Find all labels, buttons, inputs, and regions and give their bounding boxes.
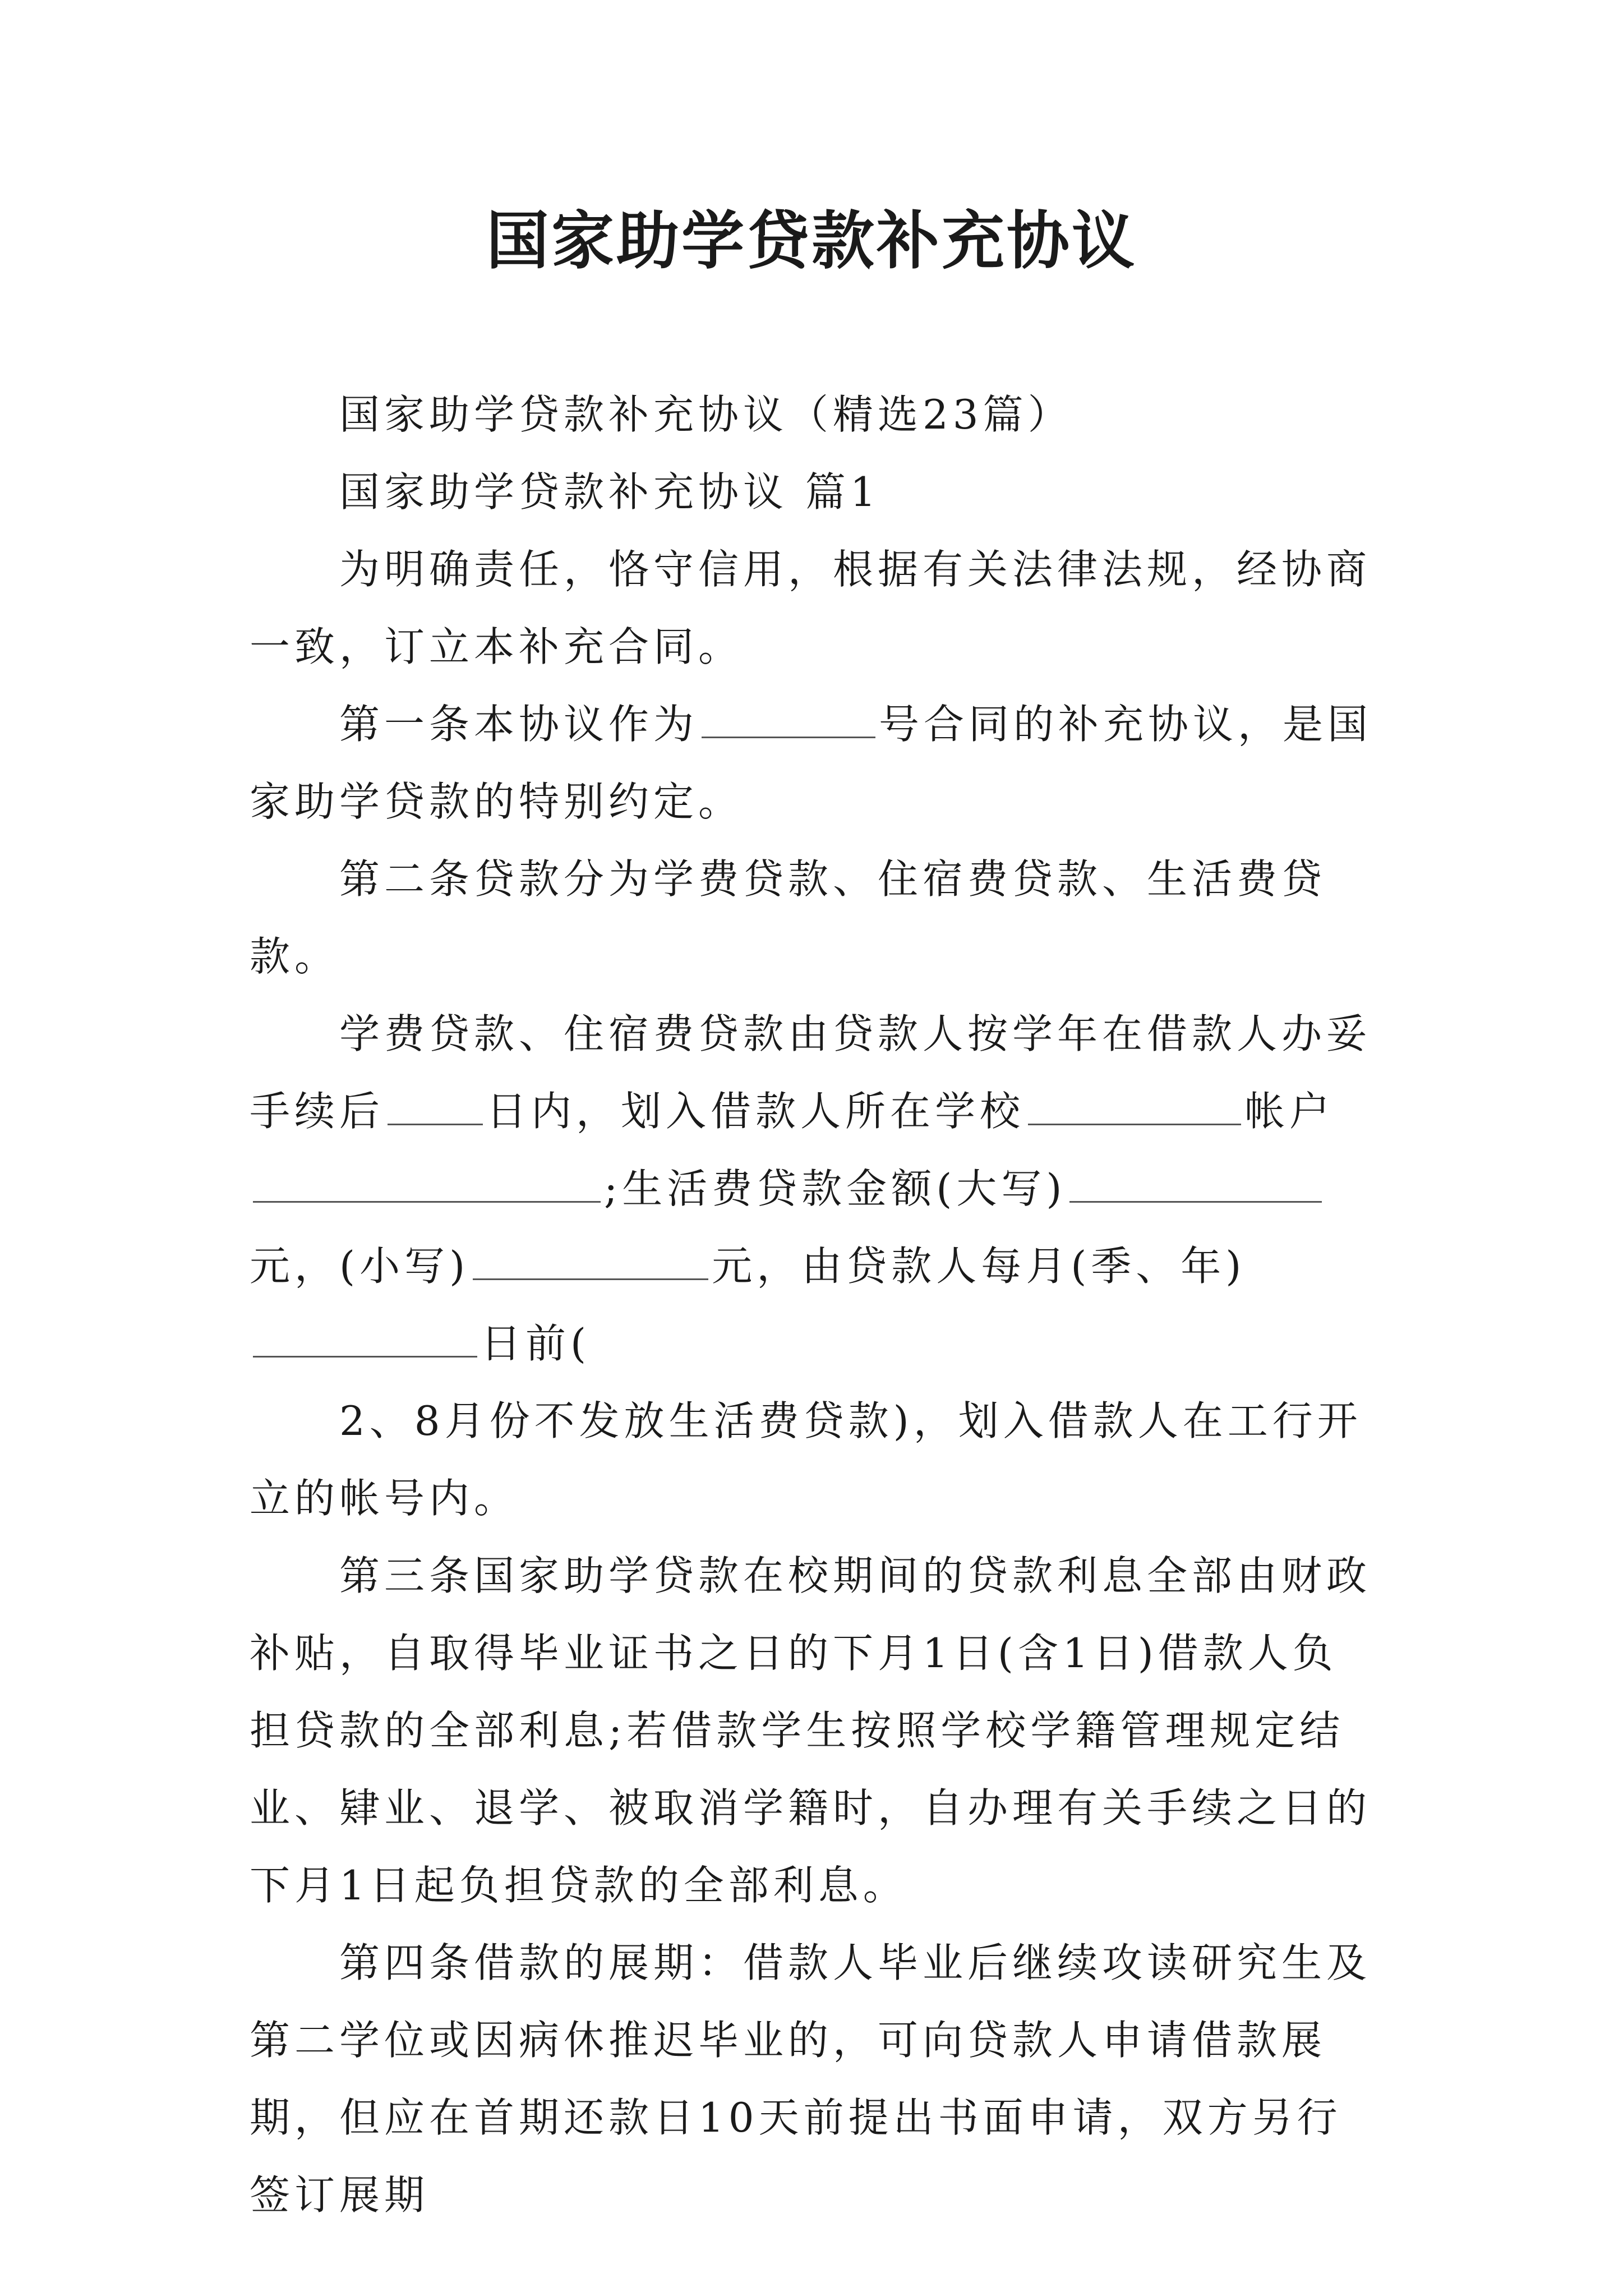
- loan-terms-text-a: 学费贷款、住宿费贷款由贷款人按学年在借款人办妥手续后: [250, 1010, 1372, 1135]
- paragraph-loan-terms: [250, 995, 1377, 1382]
- paragraph-article-2: 第二条贷款分为学费贷款、住宿费贷款、生活费贷款。: [250, 855, 1327, 980]
- loan-terms-text-c: 帐户: [1244, 1088, 1335, 1135]
- section-heading: 国家助学贷款补充协议 篇1: [339, 468, 880, 516]
- loan-terms-text-b: 日内，划入借款人所在学校: [486, 1088, 1025, 1135]
- account-blank: [253, 1167, 601, 1203]
- loan-terms-text-g: 日前(: [481, 1320, 591, 1367]
- loan-terms-text-d: ;生活费贷款金额(大写): [604, 1165, 1067, 1212]
- paragraph-preamble: 为明确责任，恪守信用，根据有关法律法规，经协商一致，订立本补充合同。: [250, 546, 1372, 670]
- payment-date-blank: [253, 1322, 477, 1358]
- paragraph-article-4: 第四条借款的展期：借款人毕业后继续攻读研究生及第二学位或因病休推迟毕业的，可向贷款人申请借款展期，但应在首期还款日10天前提出书面申请，双方另行签订展期: [250, 1939, 1372, 2219]
- contract-number-blank: [702, 703, 875, 738]
- loan-terms-text-e: 元，(小写): [250, 1243, 470, 1290]
- document-title: 国家助学贷款补充协议: [486, 204, 1137, 278]
- amount-uppercase-blank: [1069, 1167, 1322, 1203]
- paragraph-article-3: 第三条国家助学贷款在校期间的贷款利息全部由财政补贴，自取得毕业证书之日的下月1日(含1日)借款人负担贷款的全部利息;若借款学生按照学校学籍管理规定结业、肄业、退学、被取消学籍时，自办理有关手续之日的下月1日起负担贷款的全部利息。: [250, 1552, 1372, 1909]
- paragraph-article-1: [250, 685, 1377, 840]
- school-blank: [1028, 1090, 1241, 1125]
- document-subtitle: 国家助学贷款补充协议（精选23篇）: [339, 391, 1073, 438]
- days-blank: [388, 1090, 483, 1125]
- article-1-text-a: 第一条本协议作为: [339, 701, 699, 748]
- article-1-text-b: 号合同的补充协议，是国家助学贷款的特别约定。: [250, 701, 1373, 825]
- loan-terms-text-f: 元，由贷款人每月(季、年): [712, 1243, 1246, 1290]
- paragraph-payment-note: 2、8月份不发放生活费贷款)，划入借款人在工行开立的帐号内。: [250, 1397, 1362, 1522]
- document-body: [250, 376, 1377, 2234]
- amount-lowercase-blank: [473, 1245, 708, 1280]
